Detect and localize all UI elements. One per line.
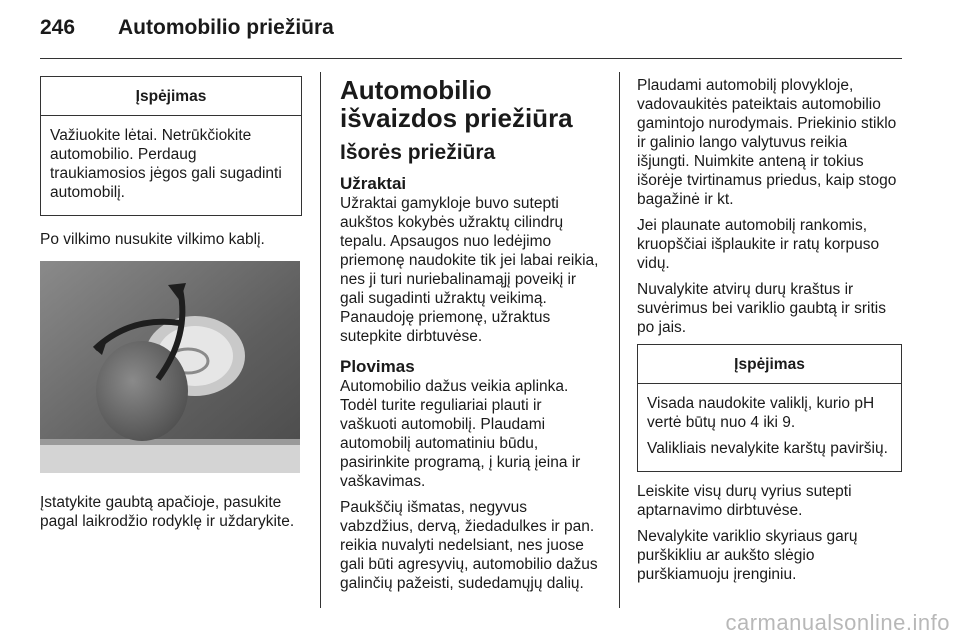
header-rule bbox=[40, 58, 902, 59]
page-number: 246 bbox=[40, 16, 76, 39]
page-header bbox=[40, 16, 334, 40]
paragraph: Automobilio dažus veikia aplinka. Todėl turite reguliariai plauti ir vaškuoti automobilį. Plaudami automobilį automatiniu būdu, pasirinkite programą, į kurią įeina ir vaškavimas. bbox=[340, 378, 581, 490]
washing-section bbox=[340, 358, 602, 593]
paragraph: Nevalykite variklio skyriaus garų purškikliu ar aukšto slėgio purškiamuoju įrenginiu. bbox=[637, 528, 858, 583]
paragraph: Paukščių išmatas, negyvus vabzdžius, dervą, žiedadulkes ir pan. reikia nuvalyti nedelsiant, nes juose gali būti agresyvių, automobilio dažus galinčių pažeisti, sudedamųjų dalių. bbox=[340, 499, 598, 592]
paragraph: Nuvalykite atvirų durų kraštus ir suvėrimus bei variklio gaubtą ir sritis po jais. bbox=[637, 281, 886, 336]
towing-cover-photo bbox=[40, 261, 300, 473]
watermark: carmanualsonline.info bbox=[725, 610, 950, 635]
warning-box bbox=[40, 76, 302, 216]
warning-body bbox=[41, 116, 301, 215]
paragraph: Jei plaunate automobilį rankomis, kruopščiai išplaukite ir ratų korpuso vidų. bbox=[637, 217, 880, 272]
paragraph: Leiskite visų durų vyrius sutepti aptarnavimo dirbtuvėse. bbox=[637, 483, 852, 519]
warning-title: Įspėjimas bbox=[638, 345, 901, 384]
column-1 bbox=[40, 70, 302, 538]
section-heading: Automobilio išvaizdos priežiūra bbox=[340, 75, 573, 133]
page-title: Automobilio priežiūra bbox=[118, 16, 334, 39]
warning-text: Valikliais nevalykite karštų paviršių. bbox=[647, 440, 888, 457]
warning-box bbox=[637, 344, 902, 472]
column-3 bbox=[637, 70, 902, 591]
locks-section bbox=[340, 175, 602, 346]
warning-body bbox=[638, 384, 901, 471]
column-divider-1 bbox=[320, 72, 321, 608]
subsection-heading: Išorės priežiūra bbox=[340, 141, 496, 164]
warning-text: Visada naudokite valiklį, kurio pH vertė būtų nuo 4 iki 9. bbox=[647, 395, 875, 431]
paragraph: Po vilkimo nusukite vilkimo kablį. bbox=[40, 231, 265, 248]
paragraph: Įstatykite gaubtą apačioje, pasukite pagal laikrodžio rodyklę ir uždarykite. bbox=[40, 494, 295, 530]
paragraph: Užraktai gamykloje buvo sutepti aukštos kokybės užraktų cilindrų tepalu. Apsaugos nuo ledėjimo priemonę naudokite tik jei labai reikia, nes ji turi nuriebalinamąjį poveikį ir gali sugadinti užraktų veikimą. Panaudoję priemonę, užraktus sutepkite dirbtuvėse. bbox=[340, 195, 599, 345]
washing-heading: Plovimas bbox=[340, 357, 415, 376]
locks-heading: Užraktai bbox=[340, 174, 407, 193]
column-divider-2 bbox=[619, 72, 620, 608]
warning-text: Važiuokite lėtai. Netrūkčiokite automobilio. Perdaug traukiamosios jėgos gali sugadinti automobilį. bbox=[50, 127, 282, 201]
warning-title: Įspėjimas bbox=[41, 77, 301, 116]
paragraph: Plaudami automobilį plovykloje, vadovaukitės pateiktais automobilio gamintojo nurodymais. Priekinio stiklo ir galinio lango valytuvus reikia išjungti. Nuimkite anteną ir tokius išorėje tvirtinamus priedus, kaip stogo bagažinė ir kt. bbox=[637, 77, 897, 208]
column-2 bbox=[340, 70, 602, 605]
